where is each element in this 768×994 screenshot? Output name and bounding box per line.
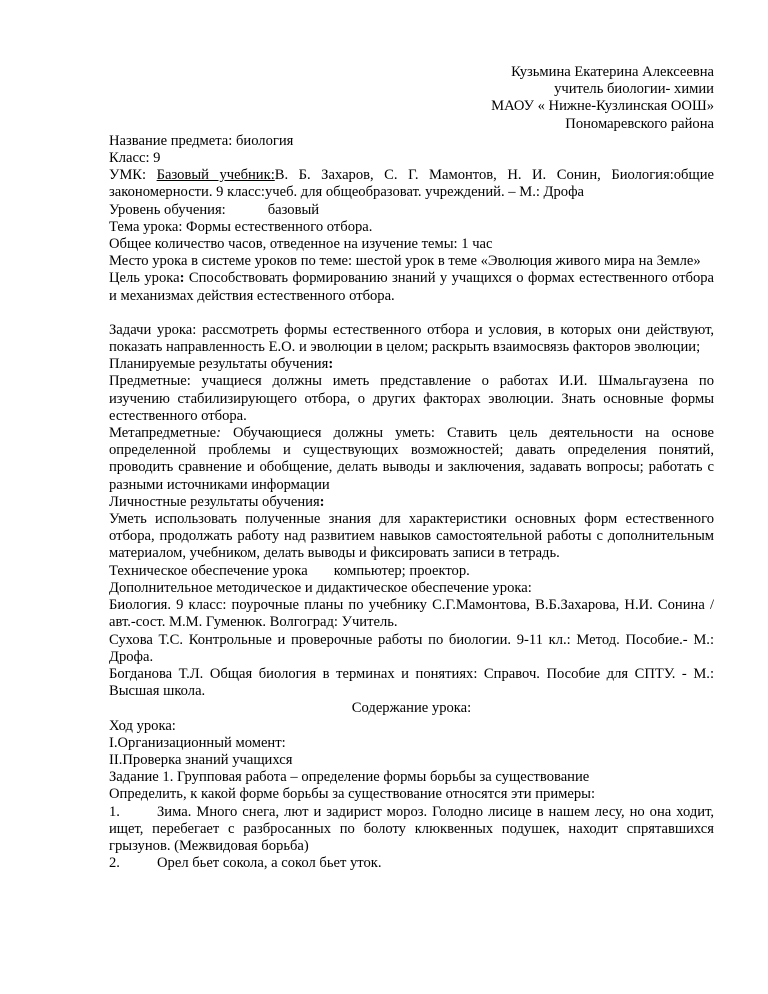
tasks-paragraph: Задачи урока: рассмотреть формы естественного отбора и условия, в которых они действуют, показать направленность Е.О. и эволюции в целом; раскрыть взаимосвязь факторов эволюции; xyxy=(109,321,714,356)
place-line: Место урока в системе уроков по теме: шестой урок в теме «Эволюция живого мира на Земле» xyxy=(109,253,701,270)
reference-item: Сухова Т.С. Контрольные и проверочные работы по биологии. 9-11 кл.: Метод. Пособие.- М.: Дрофа. xyxy=(109,631,714,665)
course-heading: Ход урока: xyxy=(109,717,176,734)
task-1-title: Задание 1. Групповая работа – определение формы борьбы за существование xyxy=(109,769,590,786)
tech-value: компьютер; проектор. xyxy=(333,562,470,579)
umk-text: В. Б. Захаров, С. Г. Мамонтов, Н. И. Сонин, Биология:общие закономерности. 9 класс:учеб. для общеобразоват. учреждений. – М.: Дрофа xyxy=(109,167,715,201)
author-name: Кузьмина Екатерина Алексеевна xyxy=(511,64,714,80)
stage-2: II.Проверка знаний учащихся xyxy=(109,751,293,768)
goal-label: Цель урока xyxy=(109,270,180,287)
content-heading: Содержание урока: xyxy=(351,700,472,717)
example-text: Зима. Много снега, лют и задирист мороз. Голодно лисице в нашем лесу, но она ходит, ищет, перебегает с разбросанных по болоту клюквенных подушек, находит спрятавшихся грызунов. (Межвидовая борьба) xyxy=(109,803,714,854)
personal-heading: Личностные результаты обучения: xyxy=(109,493,325,510)
district-name: Пономаревского района xyxy=(565,115,714,132)
level-label: Уровень обучения: xyxy=(109,201,226,218)
example-item xyxy=(109,804,714,856)
tech-label: Техническое обеспечение урока xyxy=(109,562,308,579)
topic-line: Тема урока: Формы естественного отбора. xyxy=(109,218,373,235)
reference-item: Биология. 9 класс: поурочные планы по учебнику С.Г.Мамонтова, В.Б.Захарова, Н.И. Сонина /авт.-сост. М.М. Гуменюк. Волгоград: Учитель. xyxy=(109,597,714,631)
task-1-instruction: Определить, к какой форме борьбы за существование относятся эти примеры: xyxy=(109,786,596,803)
reference-item: Богданова Т.Л. Общая биология в терминах и понятиях: Справоч. Пособие для СПТУ. - М.: Высшая школа. xyxy=(109,665,714,700)
goal-text: Способствовать формированию знаний у учащихся о формах естественного отбора и механизмах действия естественного отбора. xyxy=(109,270,715,304)
author-position: учитель биологии- химии xyxy=(554,81,714,98)
school-name: МАОУ « Нижне-Кузлинская ООШ» xyxy=(491,98,714,115)
subject-line: Название предмета: биология xyxy=(109,132,294,149)
example-item xyxy=(109,855,714,872)
umk-link[interactable]: Базовый учебник: xyxy=(156,167,275,184)
goal-line: Цель урока: Способствовать формированию знаний у учащихся о формах естественного отбора и механизмах действия естественного отбора. xyxy=(109,270,715,304)
document-page xyxy=(109,64,714,872)
umk-label: УМК: xyxy=(109,167,157,184)
example-number: 1. xyxy=(109,803,120,820)
tech-line xyxy=(109,563,714,580)
results-heading: Планируемые результаты обучения: xyxy=(109,356,334,373)
meta-text: Обучающиеся должны уметь: Ставить цель деятельности на основе определенной проблемы и существующих возможностей; давать определения понятий, проводить сравнение и обобщение, делать выводы и заключения, задавать вопросы; работать с разными источниками информации xyxy=(109,425,714,493)
umk-line xyxy=(109,167,714,201)
subject-results: Предметные: учащиеся должны иметь представление о работах И.И. Шмальгаузена по изучению стабилизирующего отбора, о других факторах эволюции. Знать основные формы естественного отбора. xyxy=(109,373,714,424)
level-line xyxy=(109,202,714,219)
grade-line: Класс: 9 xyxy=(109,150,161,167)
level-value: базовый xyxy=(267,201,320,218)
meta-results: Метапредметные: Обучающиеся должны уметь: Ставить цель деятельности на основе определенной проблемы и существующих возможностей; давать определения понятий, проводить сравнение и обобщение, делать выводы и заключения, задавать вопросы; работать с разными источниками информации xyxy=(109,425,714,493)
example-number: 2. xyxy=(109,855,120,872)
stage-1: I.Организационный момент: xyxy=(109,734,286,751)
example-text: Орел бьет сокола, а сокол бьет уток. xyxy=(157,855,382,872)
hours-line: Общее количество часов, отведенное на изучение темы: 1 час xyxy=(109,236,493,253)
personal-results: Уметь использовать полученные знания для характеристики основных форм естественного отбора, продолжать работу над развитием навыков самостоятельной работы с дополнительным материалом, учебником, делать выводы и фиксировать записи в тетрадь. xyxy=(109,511,714,562)
extra-heading: Дополнительное методическое и дидактическое обеспечение урока: xyxy=(109,579,532,596)
meta-label: Метапредметные xyxy=(109,425,217,442)
